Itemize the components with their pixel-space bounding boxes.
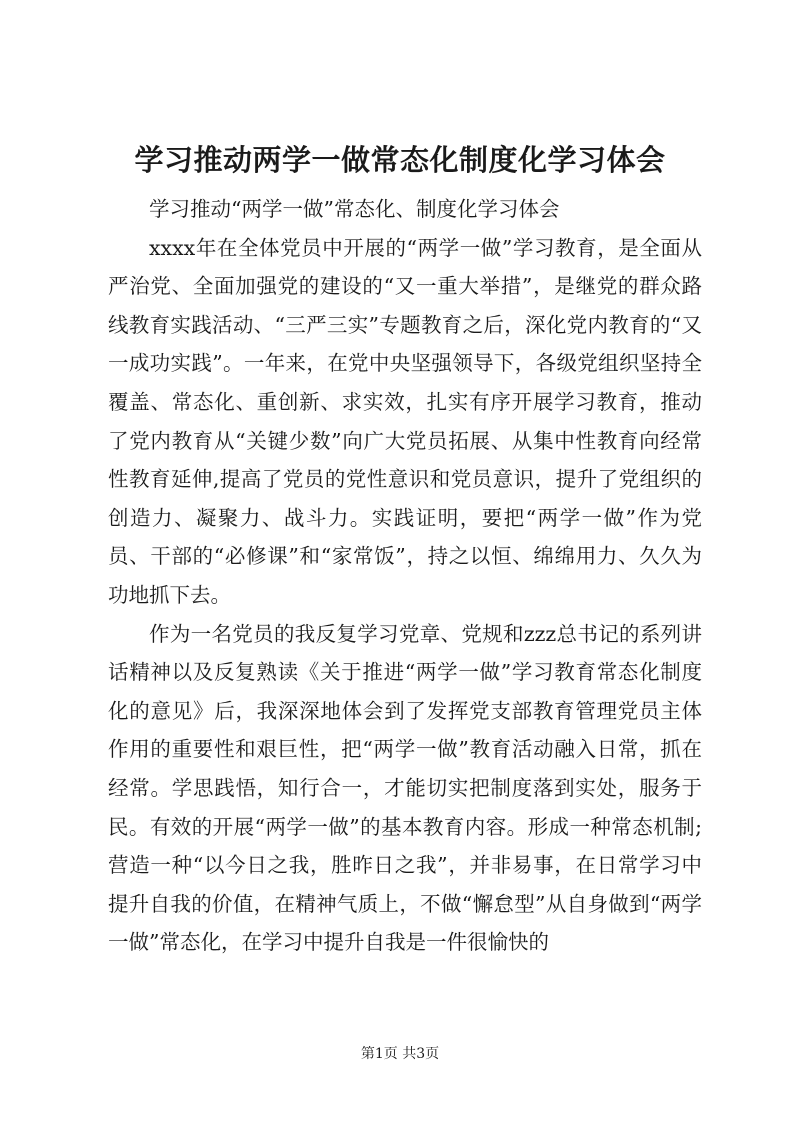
document-body bbox=[108, 190, 702, 962]
document-title: 学习推动两学一做常态化制度化学习体会 bbox=[134, 143, 666, 177]
body-paragraph-2: 作为一名党员的我反复学习党章、党规和zzz总书记的系列讲话精神以及反复熟读《关于推进“两学一做”学习教育常态化制度化的意见》后，我深深地体会到了发挥党支部教育管理党员主体作用的重要性和艰巨性，把“两学一做”教育活动融入日常，抓在经常。学思践悟，知行合一，才能切实把制度落到实处，服务于民。有效的开展“两学一做”的基本教育内容。形成一种常态机制;营造一种“以今日之我，胜昨日之我”，并非易事，在日常学习中提升自我的价值，在精神气质上，不做“懈怠型”从自身做到“两学一做”常态化，在学习中提升自我是一件很愉快的 bbox=[108, 621, 702, 955]
subtitle-paragraph: 学习推动“两学一做”常态化、制度化学习体会 bbox=[149, 197, 560, 221]
body-paragraph-1: xxxx年在全体党员中开展的“两学一做”学习教育，是全面从严治党、全面加强党的建设的“又一重大举措”，是继党的群众路线教育实践活动、“三严三实”专题教育之后，深化党内教育的“又一成功实践”。一年来，在党中央坚强领导下，各级党组织坚持全覆盖、常态化、重创新、求实效，扎实有序开展学习教育，推动了党内教育从“关键少数”向广大党员拓展、从集中性教育向经常性教育延伸,提高了党员的党性意识和党员意识，提升了党组织的创造力、凝聚力、战斗力。实践证明，要把“两学一做”作为党员、干部的“必修课”和“家常饭”，持之以恒、绵绵用力、久久为功地抓下去。 bbox=[108, 235, 702, 607]
page-footer: 第1页 共3页 bbox=[360, 1046, 440, 1062]
